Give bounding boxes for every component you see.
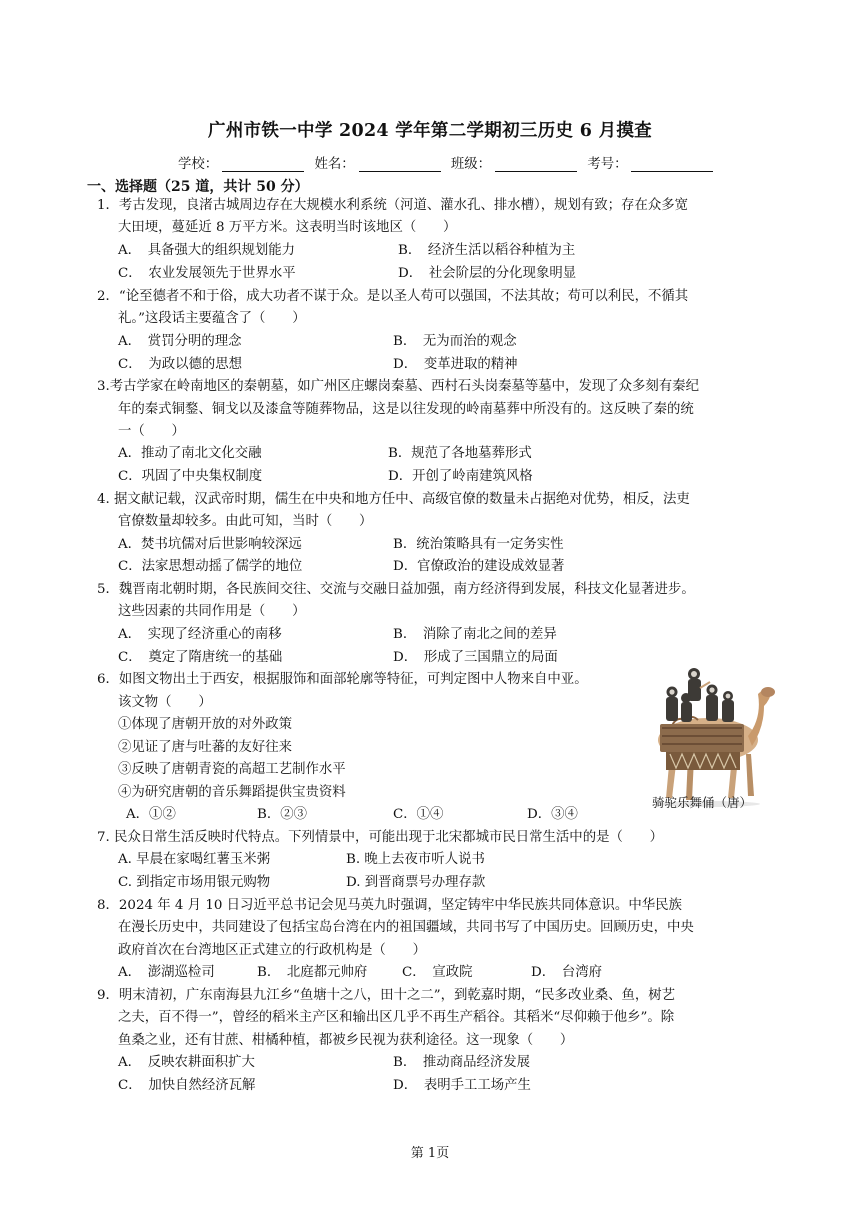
camel-figurine-image — [636, 658, 776, 808]
q3-option-b[interactable]: B．规范了各地墓葬形式 — [388, 446, 532, 461]
page-title: 广州市铁一中学 2024 学年第二学期初三历史 6 月摸查 — [208, 121, 652, 141]
q1-option-c[interactable]: C． 农业发展领先于世界水平 — [118, 266, 296, 281]
q6-option-b[interactable]: B．②③ — [257, 807, 308, 822]
q6-option-d[interactable]: D．③④ — [527, 807, 578, 822]
q7-option-c[interactable]: C. 到指定市场用银元购物 — [118, 875, 271, 890]
school-label: 学校： — [178, 157, 219, 172]
q8-option-b[interactable]: B． 北庭都元帅府 — [257, 965, 368, 980]
q8-option-d[interactable]: D． 台湾府 — [531, 965, 602, 980]
q9-option-b[interactable]: B． 推动商品经济发展 — [393, 1055, 531, 1070]
q5-option-a[interactable]: A． 实现了经济重心的南移 — [118, 627, 282, 642]
q5-option-c[interactable]: C． 奠定了隋唐统一的基础 — [118, 650, 283, 665]
q8-option-a[interactable]: A． 澎湖巡检司 — [118, 965, 215, 980]
q8-stem-line-1: 8．2024 年 4 月 10 日习近平总书记会见马英九时强调，坚定铸牢中华民族共同体意识。中华民族 — [97, 898, 682, 913]
q4-option-d[interactable]: D．官僚政治的建设成效显著 — [393, 559, 565, 574]
q9-option-c[interactable]: C． 加快自然经济瓦解 — [118, 1078, 256, 1093]
q4-stem-line-2: 官僚数量却较多。由此可知，当时（ ） — [118, 514, 373, 529]
q1-stem-line-1: 1．考古发现，良渚古城周边存在大规模水利系统（河道、灌水孔、排水槽），规划有致；存在众多宽 — [97, 198, 689, 213]
q6-stem-line-2: 该文物（ ） — [118, 695, 212, 710]
q6-statement-2: ②见证了唐与吐蕃的友好往来 — [118, 740, 293, 755]
q9-stem-line-1: 9．明末清初，广东南海县九江乡“鱼塘十之八，田十之二”，到乾嘉时期，“民多改业桑、鱼，树艺 — [97, 988, 676, 1003]
q7-option-a[interactable]: A. 早晨在家喝红薯玉米粥 — [118, 852, 271, 867]
q4-option-b[interactable]: B．统治策略具有一定务实性 — [393, 537, 564, 552]
q2-option-c[interactable]: C． 为政以德的思想 — [118, 357, 243, 372]
q3-option-c[interactable]: C．巩固了中央集权制度 — [118, 469, 263, 484]
q3-stem-line-2: 年的秦式铜鍪、铜戈以及漆盒等随葬物品，这是以往发现的岭南墓葬中所没有的。这反映了秦的统 — [118, 402, 694, 417]
q8-option-c[interactable]: C． 宣政院 — [402, 965, 473, 980]
q5-option-d[interactable]: D． 形成了三国鼎立的局面 — [393, 650, 558, 665]
name-blank[interactable] — [359, 158, 441, 172]
number-blank[interactable] — [631, 158, 713, 172]
school-blank[interactable] — [222, 158, 304, 172]
q8-stem-line-3: 政府首次在台湾地区正式建立的行政机构是（ ） — [118, 943, 426, 958]
q2-option-d[interactable]: D． 变革进取的精神 — [393, 357, 518, 372]
q6-option-c[interactable]: C．①④ — [393, 807, 444, 822]
figure-caption: 骑驼乐舞俑（唐） — [652, 795, 753, 810]
q9-option-d[interactable]: D． 表明手工工场产生 — [393, 1078, 531, 1093]
student-info-row — [178, 153, 719, 172]
q5-stem-line-2: 这些因素的共同作用是（ ） — [118, 604, 306, 619]
q3-stem-line-3: 一（ ） — [118, 424, 185, 439]
q3-option-a[interactable]: A．推动了南北文化交融 — [118, 446, 262, 461]
q7-stem-line-1: 7. 民众日常生活反映时代特点。下列情景中，可能出现于北宋都城市民日常生活中的是（ ） — [97, 830, 664, 845]
q1-option-d[interactable]: D． 社会阶层的分化现象明显 — [398, 266, 577, 281]
q2-stem-line-2: 礼。”这段话主要蕴含了（ ） — [118, 311, 306, 326]
q6-option-a[interactable]: A．①② — [126, 807, 176, 822]
q8-stem-line-2: 在漫长历史中，共同建设了包括宝岛台湾在内的祖国疆域，共同书写了中国历史。回顾历史，中央 — [118, 920, 694, 935]
q6-statement-4: ④为研究唐朝的音乐舞蹈提供宝贵资料 — [118, 785, 346, 800]
page-number: 第 1页 — [410, 1146, 450, 1161]
name-label: 姓名： — [314, 157, 355, 172]
q5-stem-line-1: 5．魏晋南北朝时期，各民族间交往、交流与交融日益加强，南方经济得到发展，科技文化显著进步。 — [97, 582, 695, 597]
section-heading: 一、选择题（25 道，共计 50 分） — [87, 179, 309, 195]
q6-statement-3: ③反映了唐朝青瓷的高超工艺制作水平 — [118, 762, 346, 777]
q7-option-d[interactable]: D. 到晋商票号办理存款 — [346, 875, 486, 890]
class-blank[interactable] — [495, 158, 577, 172]
q6-stem-line-1: 6．如图文物出土于西安，根据服饰和面部轮廓等特征，可判定图中人物来自中亚。 — [97, 672, 588, 687]
q3-stem-line-1: 3.考古学家在岭南地区的秦朝墓，如广州区庄螺岗秦墓、西村石头岗秦墓等墓中，发现了众多刻有秦纪 — [97, 379, 699, 394]
q2-option-a[interactable]: A． 赏罚分明的理念 — [118, 334, 242, 349]
q1-option-b[interactable]: B． 经济生活以稻谷种植为主 — [398, 243, 576, 258]
q5-option-b[interactable]: B． 消除了南北之间的差异 — [393, 627, 557, 642]
q2-stem-line-1: 2．“论至德者不和于俗，成大功者不谋于众。是以圣人苟可以强国，不法其故；苟可以利民，不循其 — [97, 289, 689, 304]
q6-statement-1: ①体现了唐朝开放的对外政策 — [118, 717, 293, 732]
q4-option-a[interactable]: A．焚书坑儒对后世影响较深远 — [118, 537, 302, 552]
q7-option-b[interactable]: B. 晚上去夜市听人说书 — [346, 852, 485, 867]
number-label: 考号： — [587, 157, 628, 172]
q3-option-d[interactable]: D．开创了岭南建筑风格 — [388, 469, 533, 484]
q9-option-a[interactable]: A． 反映农耕面积扩大 — [118, 1055, 255, 1070]
class-label: 班级： — [450, 157, 492, 172]
q9-stem-line-3: 鱼桑之业，还有甘蔗、柑橘种植，都被乡民视为获利途径。这一现象（ ） — [118, 1033, 574, 1048]
q9-stem-line-2: 之夫，百不得一”，曾经的稻米主产区和输出区几乎不再生产稻谷。其稻米“尽仰赖于他乡”。除 — [118, 1010, 675, 1025]
q1-option-a[interactable]: A． 具备强大的组织规划能力 — [118, 243, 296, 258]
q2-option-b[interactable]: B． 无为而治的观念 — [393, 334, 517, 349]
q1-stem-line-2: 大田埂，蔓延近 8 万平方米。这表明当时该地区（ ） — [118, 220, 457, 235]
q4-stem-line-1: 4. 据文献记载，汉武帝时期，儒生在中央和地方任中、高级官僚的数量未占据绝对优势，相反，法吏 — [97, 492, 690, 507]
q4-option-c[interactable]: C．法家思想动摇了儒学的地位 — [118, 559, 303, 574]
